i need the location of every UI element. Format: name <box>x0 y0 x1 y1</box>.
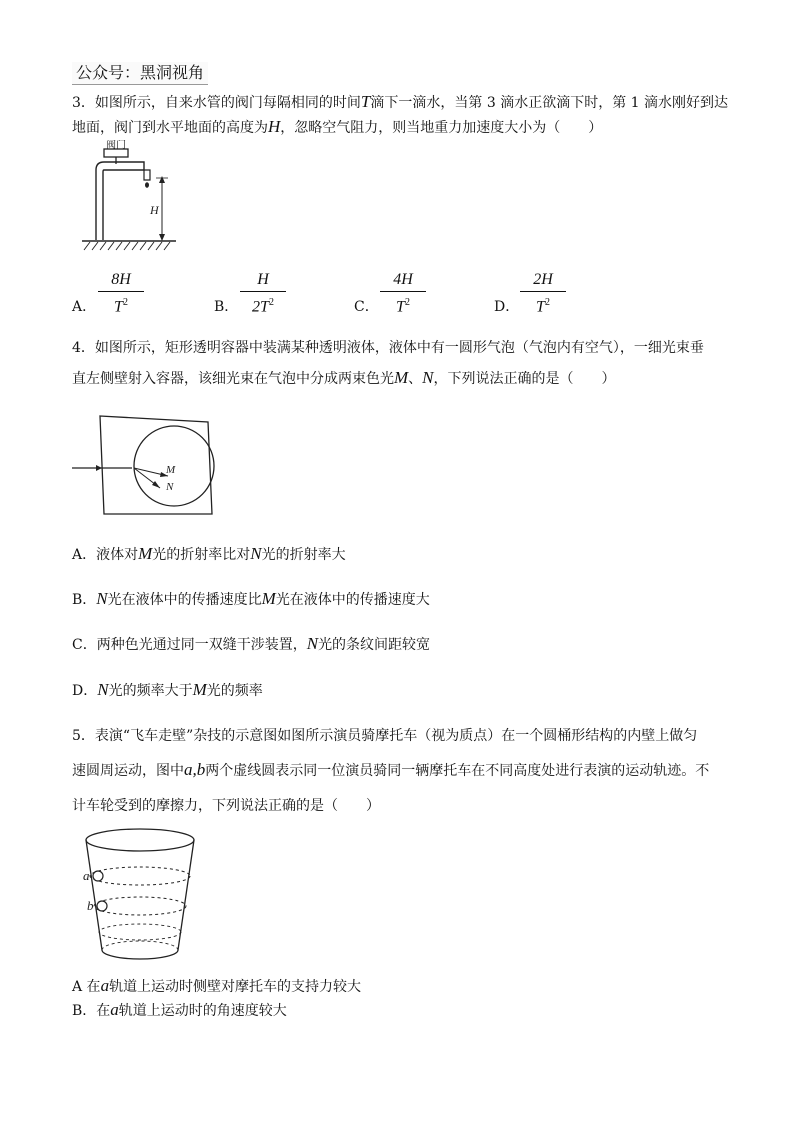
watermark: 公众号：黑洞视角 <box>72 62 208 85</box>
q3-var-H: H <box>268 117 281 136</box>
q4-option-d-v1: N <box>97 680 109 699</box>
q4-line-2 <box>72 368 616 389</box>
q3-option-c-den: T <box>396 298 405 316</box>
q3-option-c-exp: 2 <box>404 297 410 308</box>
q3-text-2b: ，忽略空气阻力，则当地重力加速度大小为（ ） <box>280 120 603 136</box>
q4-option-b-mid: 光在液体中的传播速度比 <box>107 592 262 608</box>
q4-option-d-v2: M <box>192 680 207 699</box>
q4-option-c-mid: 光的条纹间距较宽 <box>318 637 431 653</box>
q4-var-M: M <box>394 368 409 387</box>
q5-text-2a: 速圆周运动，图中 <box>72 763 184 779</box>
q3-option-d-den: T <box>536 298 545 316</box>
q5-var-ab: a,b <box>184 760 206 779</box>
q5-text-2b: 两个虚线圆表示同一位演员骑同一辆摩托车在不同高度处进行表演的运动轨迹。不 <box>205 763 710 779</box>
q4-sep: 、 <box>408 371 423 387</box>
q4-container-figure <box>72 410 222 520</box>
q3-option-a-exp: 2 <box>122 297 128 308</box>
q3-option-d-num: 2H <box>533 271 553 288</box>
q3-option-d-fraction <box>520 270 566 317</box>
q3-option-b-fraction <box>240 270 286 317</box>
q5-option-b-pre: B．在 <box>72 1003 111 1019</box>
q3-line-2 <box>72 117 602 138</box>
q5-option-a-pre: A 在 <box>72 979 101 995</box>
q4-option-b-v1: N <box>96 589 108 608</box>
q5-line-1: 5．表演“飞车走壁”杂技的示意图如图所示演员骑摩托车（视为质点）在一个圆桶形结构的内壁上做匀 <box>72 728 698 744</box>
q3-height-label: H <box>150 203 159 217</box>
q3-option-c-fraction <box>380 270 426 317</box>
q3-option-a-label: A． <box>72 299 97 315</box>
q3-option-a-fraction <box>98 270 144 317</box>
q3-text-1a: 如图所示，自来水管的阀门每隔相同的时间 <box>94 95 361 111</box>
q4-option-a[interactable] <box>72 544 346 565</box>
q4-option-a-post: 光的折射率大 <box>261 547 346 563</box>
q4-option-a-v2: N <box>250 544 262 563</box>
q3-line-1 <box>72 92 728 113</box>
q3-option-c-label: C． <box>354 299 379 315</box>
q3-option-b-label: B． <box>214 299 239 315</box>
q3-option-c[interactable] <box>354 270 474 320</box>
q4-option-b-v2: M <box>261 589 276 608</box>
q3-option-b-den: 2T <box>252 298 269 316</box>
q3-option-a[interactable] <box>72 270 192 320</box>
q3-option-d[interactable] <box>494 270 614 320</box>
q3-var-T: T <box>360 92 371 111</box>
q5-option-a-post: 轨道上运动时侧壁对摩托车的支持力较大 <box>109 979 362 995</box>
q3-faucet-figure <box>78 140 178 258</box>
q3-number: 3． <box>72 95 95 111</box>
q3-ground-hatch <box>84 242 170 250</box>
q3-valve-label: 阀门 <box>106 140 126 151</box>
q4-option-b-post: 光在液体中的传播速度大 <box>275 592 430 608</box>
q4-option-d-pre: D． <box>72 683 98 699</box>
q5-option-a[interactable] <box>72 976 361 997</box>
q4-option-d-mid: 光的频率大于 <box>108 683 193 699</box>
q3-text-1b: 滴下一滴水，当第 3 滴水正欲滴下时，第 1 滴水刚好到达 <box>370 95 729 111</box>
q4-option-b[interactable] <box>72 589 430 610</box>
q4-var-N: N <box>422 368 434 387</box>
q4-option-a-v1: M <box>138 544 153 563</box>
q4-option-a-mid: 光的折射率比对 <box>152 547 251 563</box>
q5-option-b-post: 轨道上运动时的角速度较大 <box>118 1003 287 1019</box>
q4-option-a-pre: A．液体对 <box>72 547 139 563</box>
q4-option-c-v1: N <box>306 634 319 653</box>
q3-option-b-exp: 2 <box>268 297 274 308</box>
q5-option-a-v: a <box>100 976 110 995</box>
q4-label-M: M <box>166 464 176 476</box>
q4-option-d-post: 光的频率 <box>206 683 263 699</box>
q4-line-1: 4．如图所示，矩形透明容器中装满某种透明液体，液体中有一圆形气泡（气泡内有空气），一细光束垂 <box>72 340 704 356</box>
q4-option-c-pre: C．两种色光通过同一双缝干涉装置， <box>72 637 307 653</box>
q3-option-a-den: T <box>114 298 123 316</box>
q3-text-2a: 地面，阀门到水平地面的高度为 <box>72 120 268 136</box>
q3-option-b[interactable] <box>214 270 334 320</box>
q5-barrel-figure <box>80 826 200 962</box>
q5-option-b-v: a <box>110 1000 119 1019</box>
q3-option-b-num: H <box>257 271 269 288</box>
q4-text-2b: ，下列说法正确的是（ ） <box>433 371 616 387</box>
q3-option-d-label: D． <box>494 299 520 315</box>
q5-label-a: a <box>83 868 90 883</box>
q5-line-3: 计车轮受到的摩擦力，下列说法正确的是（ ） <box>72 798 380 814</box>
q3-option-d-exp: 2 <box>544 297 550 308</box>
q5-option-b[interactable] <box>72 1000 287 1021</box>
q4-option-c[interactable] <box>72 634 430 655</box>
q5-line-2 <box>72 760 709 781</box>
q4-text-2a: 直左侧壁射入容器，该细光束在气泡中分成两束色光 <box>72 371 394 387</box>
q3-option-a-num: 8H <box>111 271 131 288</box>
q5-label-b: b <box>87 898 94 913</box>
q4-option-b-pre: B． <box>72 592 97 608</box>
q3-option-c-num: 4H <box>393 271 413 288</box>
q4-option-d[interactable] <box>72 680 263 701</box>
q4-label-N: N <box>166 481 174 493</box>
